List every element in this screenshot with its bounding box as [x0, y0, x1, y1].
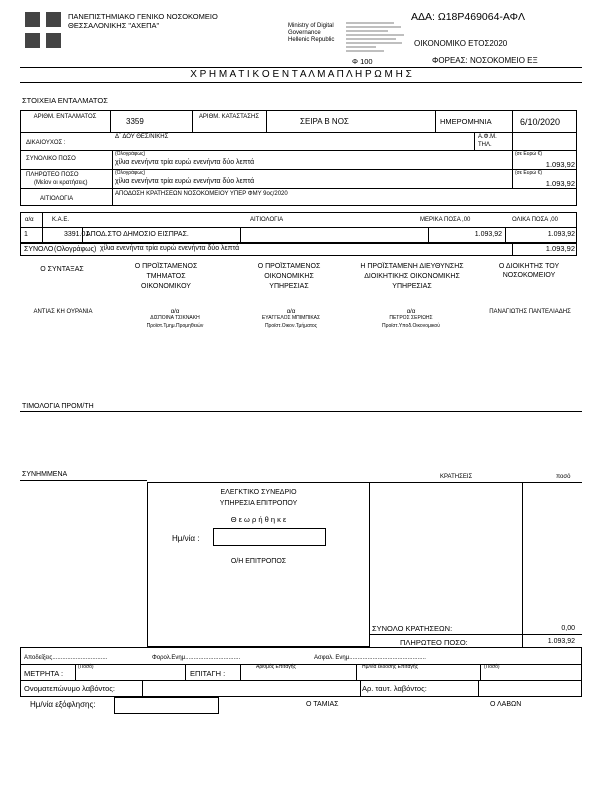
section-title: ΣΤΟΙΧΕΙΑ ΕΝΤΑΛΜΑΤΟΣ — [22, 96, 108, 105]
statement-no-label: ΑΡΙΘΜ. ΚΑΤΑΣΤΑΣΗΣ — [198, 114, 260, 120]
row-total: 1.093,92 — [547, 231, 575, 238]
date-label: ΗΜΕΡΟΜΗΝΙΑ — [440, 117, 492, 126]
fiscal-year: ΟΙΚΟΝΟΜΙΚΟ ΕΤΟΣ2020 — [414, 39, 508, 48]
signature-person-4: α/α — [406, 309, 416, 315]
cheque-date-label: Ημ/νία έκδοσης Επιταγής — [362, 664, 419, 670]
col-reason: ΑΙΤΙΟΛΟΓΙΑ — [250, 217, 284, 223]
col-total: ΟΛΙΚΑ ΠΟΣΑ ,00 — [512, 217, 558, 223]
signature-role-4: Η ΠΡΟΪΣΤΑΜΕΝΗ ΔΙΕΥΘΥΝΣΗΣ ΔΙΟΙΚΗΤΙΚΗΣ ΟΙΚΟΝΟΜΙΚΗΣ ΥΠΗΡΕΣΙΑΣ — [360, 263, 464, 290]
digital-signature-stamp — [346, 21, 406, 57]
treasurer-label: Ο ΤΑΜΙΑΣ — [306, 701, 339, 708]
total-figures-label: (σε Ευρώ €) — [515, 151, 543, 157]
issue-date-label: Ημ/νία εξόφλησης: — [30, 700, 96, 709]
cash-amount-label: (Ποσό) — [78, 664, 94, 670]
issue-date-field[interactable] — [114, 697, 219, 714]
attachments-label: ΣΥΝΗΜΜΕΝΑ — [22, 471, 68, 478]
dg-line3: Hellenic Republic — [288, 37, 335, 43]
deductions-label: ΚΡΑΤΗΣΕΙΣ — [440, 474, 473, 480]
signature-person-3: α/α — [286, 309, 296, 315]
signature-person-5: ΠΑΝΑΓΙΩΤΗΣ ΠΑΝΤΕΛΙΑΔΗΣ — [489, 309, 571, 315]
document-title: Χ Ρ Η Μ Α Τ Ι Κ Ο Ε Ν Τ Α Λ Μ Α Π Λ Η Ρ Ω Μ Η Σ — [190, 69, 412, 80]
signature-sub-4b: Προϊστ.Υποδ.Οικονομικού — [382, 323, 440, 329]
col-aa: α/α — [25, 217, 34, 223]
col-kae: Κ.Α.Ε. — [52, 217, 70, 223]
receipts: Αποδείξεις................................. — [24, 655, 108, 661]
signature-person-2: α/α — [170, 309, 180, 315]
signature-role-5: Ο ΔΙΟΙΚΗΤΗΣ ΤΟΥ ΝΟΣΟΚΟΜΕΙΟΥ — [498, 263, 560, 279]
payable-total-value: 1.093,92 — [547, 638, 575, 645]
audit-line2: ΥΠΗΡΕΣΙΑ ΕΠΙΤΡΟΠΟΥ — [219, 500, 298, 507]
total-words-label: (Ολογράφως) — [115, 151, 146, 157]
agency: ΦΟΡΕΑΣ: ΝΟΣΟΚΟΜΕΙΟ ΕΞ — [432, 56, 538, 65]
ada-number: ΑΔΑ: Ω18Ρ469064-ΑΦΛ — [411, 11, 526, 23]
hospital-logo — [25, 12, 61, 48]
signature-sub-3b: Προϊστ.Οικον.Τμήματος — [264, 323, 318, 329]
sum-label: ΣΥΝΟΛΟ — [24, 246, 54, 253]
order-date: 6/10/2020 — [520, 117, 561, 127]
row-reason: ΑΠΟΔ.ΣΤΟ ΔΗΜΟΣΙΟ ΕΙΣΠΡΑΣ. — [86, 231, 189, 238]
row-aa: 1 — [24, 231, 28, 238]
beneficiary-name-label: Ονοματεπώνυμο λαβόντος: — [24, 684, 116, 693]
total-words: χίλια ενενήντα τρία ευρώ ενενήντα δύο λεπτά — [115, 159, 255, 166]
deductions-total-value: 0,00 — [561, 625, 575, 632]
payable-total-label: ΠΛΗΡΩΤΕΟ ΠΟΣΟ: — [400, 638, 468, 647]
form-code: Φ 100 — [352, 57, 373, 66]
reason: ΑΠΟΔΟΣΗ ΚΡΑΤΗΣΕΩΝ ΝΟΣΟΚΟΜΕΙΟΥ ΥΠΕΡ ΦΜΥ 9ος/2020 — [115, 191, 288, 197]
afm-label: Α.Φ.Μ. — [478, 134, 497, 140]
paid-label-1: ΠΛΗΡΩΤΕΟ ΠΟΣΟ — [26, 172, 79, 178]
paid-words-label: (Ολογράφως) — [115, 170, 146, 176]
org-name-line2: ΘΕΣΣΑΛΟΝΙΚΗΣ "ΑΧΕΠΑ" — [68, 21, 160, 30]
order-no: 3359 — [126, 117, 144, 126]
tha-label: ΤΗΛ. — [478, 142, 492, 148]
tax-clearance: Φορολ.Ενημ................................. — [152, 655, 241, 661]
id-no-label: Αρ. ταυτ. λαβόντος: — [362, 684, 427, 693]
row-kae: 3391.01 — [64, 231, 90, 238]
invoices-label: ΤΙΜΟΛΟΓΙΑ ΠΡΟΜ/ΤΗ — [22, 403, 94, 410]
commissioner-label: Ο/Η ΕΠΙΤΡΟΠΟΣ — [230, 558, 287, 565]
insurance-clearance: Ασφαλ. Ενημ.............................................. — [314, 655, 426, 661]
signature-role-2: Ο ΠΡΟΪΣΤΑΜΕΝΟΣ ΤΜΗΜΑΤΟΣ ΟΙΚΟΝΟΜΙΚΟΥ — [134, 263, 198, 290]
paid-words: χίλια ενενήντα τρία ευρώ ενενήντα δύο λεπτά — [115, 178, 255, 185]
total-label: ΣΥΝΟΛΙΚΟ ΠΟΣΟ — [26, 156, 76, 162]
signature-sub-2b: Προϊστ.Τμημ.Προμηθειών — [146, 323, 204, 329]
sum-words: χίλια ενενήντα τρία ευρώ ενενήντα δύο λεπτά — [100, 245, 240, 252]
dg-line1: Ministry of Digital — [288, 23, 334, 29]
series: ΣΕΙΡΑ Β ΝΟΣ — [300, 117, 349, 126]
order-no-label: ΑΡΙΘΜ. ΕΝΤΑΛΜΑΤΟΣ — [33, 114, 97, 120]
sum-words-label: (Ολογράφως) — [54, 246, 97, 253]
signature-sub-3a: ΕΥΑΓΓΕΛΟΣ ΜΠΙΜΠΙΚΑΣ — [261, 315, 321, 321]
amount-label: ποσό — [556, 474, 571, 480]
signature-role-3: Ο ΠΡΟΪΣΤΑΜΕΝΟΣ ΟΙΚΟΝΟΜΙΚΗΣ ΥΠΗΡΕΣΙΑΣ — [257, 263, 321, 290]
signature-role-1: Ο ΣΥΝΤΑΞΑΣ — [40, 266, 84, 273]
paid-amount: 1.093,92 — [545, 179, 575, 188]
signature-person-1: ΑΝΤΙΑΣ ΚΗ ΟΥΡΑΝΙΑ — [33, 309, 93, 315]
paid-figures-label: (σε Ευρώ €) — [515, 170, 543, 176]
row-partial: 1.093,92 — [474, 231, 502, 238]
paid-label-2: (Μείον οι κρατήσεις) — [34, 180, 88, 186]
signature-sub-4a: ΠΕΤΡΟΣ ΣΕΡΙΩΗΣ — [389, 315, 433, 321]
cheque-amount-label: (Ποσό) — [484, 664, 500, 670]
audit-line1: ΕΛΕΓΚΤΙΚΟ ΣΥΝΕΔΡΙΟ — [220, 489, 297, 496]
audit-date-label: Ημ/νία : — [172, 534, 200, 543]
cash-label: ΜΕΤΡΗΤΑ : — [24, 669, 64, 678]
audit-date-field[interactable] — [213, 528, 326, 546]
dg-line2: Governance — [288, 30, 321, 36]
details-table — [20, 110, 577, 206]
sum-amount: 1.093,92 — [545, 244, 575, 253]
cheque-no-label: Αριθμός Επιταγής — [256, 664, 296, 670]
beneficiary: Δ΄ ΔΟΥ ΘΕΣ/ΝΙΚΗΣ — [115, 134, 169, 140]
org-name-line1: ΠΑΝΕΠΙΣΤΗΜΙΑΚΟ ΓΕΝΙΚΟ ΝΟΣΟΚΟΜΕΙΟ — [68, 12, 218, 21]
col-partial: ΜΕΡΙΚΑ ΠΟΣΑ ,00 — [420, 217, 471, 223]
reason-label: ΑΙΤΙΟΛΟΓΙΑ — [40, 196, 74, 202]
signature-sub-2a: ΔΙΣΠΟΙΝΑ ΤΣΙΚΝΑΚΗ — [150, 315, 200, 321]
audit-line3: Θ ε ω ρ ή θ η κ ε — [230, 515, 287, 524]
receiver-label: Ο ΛΑΒΩΝ — [490, 701, 522, 708]
deductions-total-label: ΣΥΝΟΛΟ ΚΡΑΤΗΣΕΩΝ: — [372, 624, 453, 633]
beneficiary-label: ΔΙΚΑΙΟΥΧΟΣ : — [26, 140, 66, 146]
cheque-label: ΕΠΙΤΑΓΗ : — [190, 669, 226, 678]
total-amount: 1.093,92 — [545, 160, 575, 169]
